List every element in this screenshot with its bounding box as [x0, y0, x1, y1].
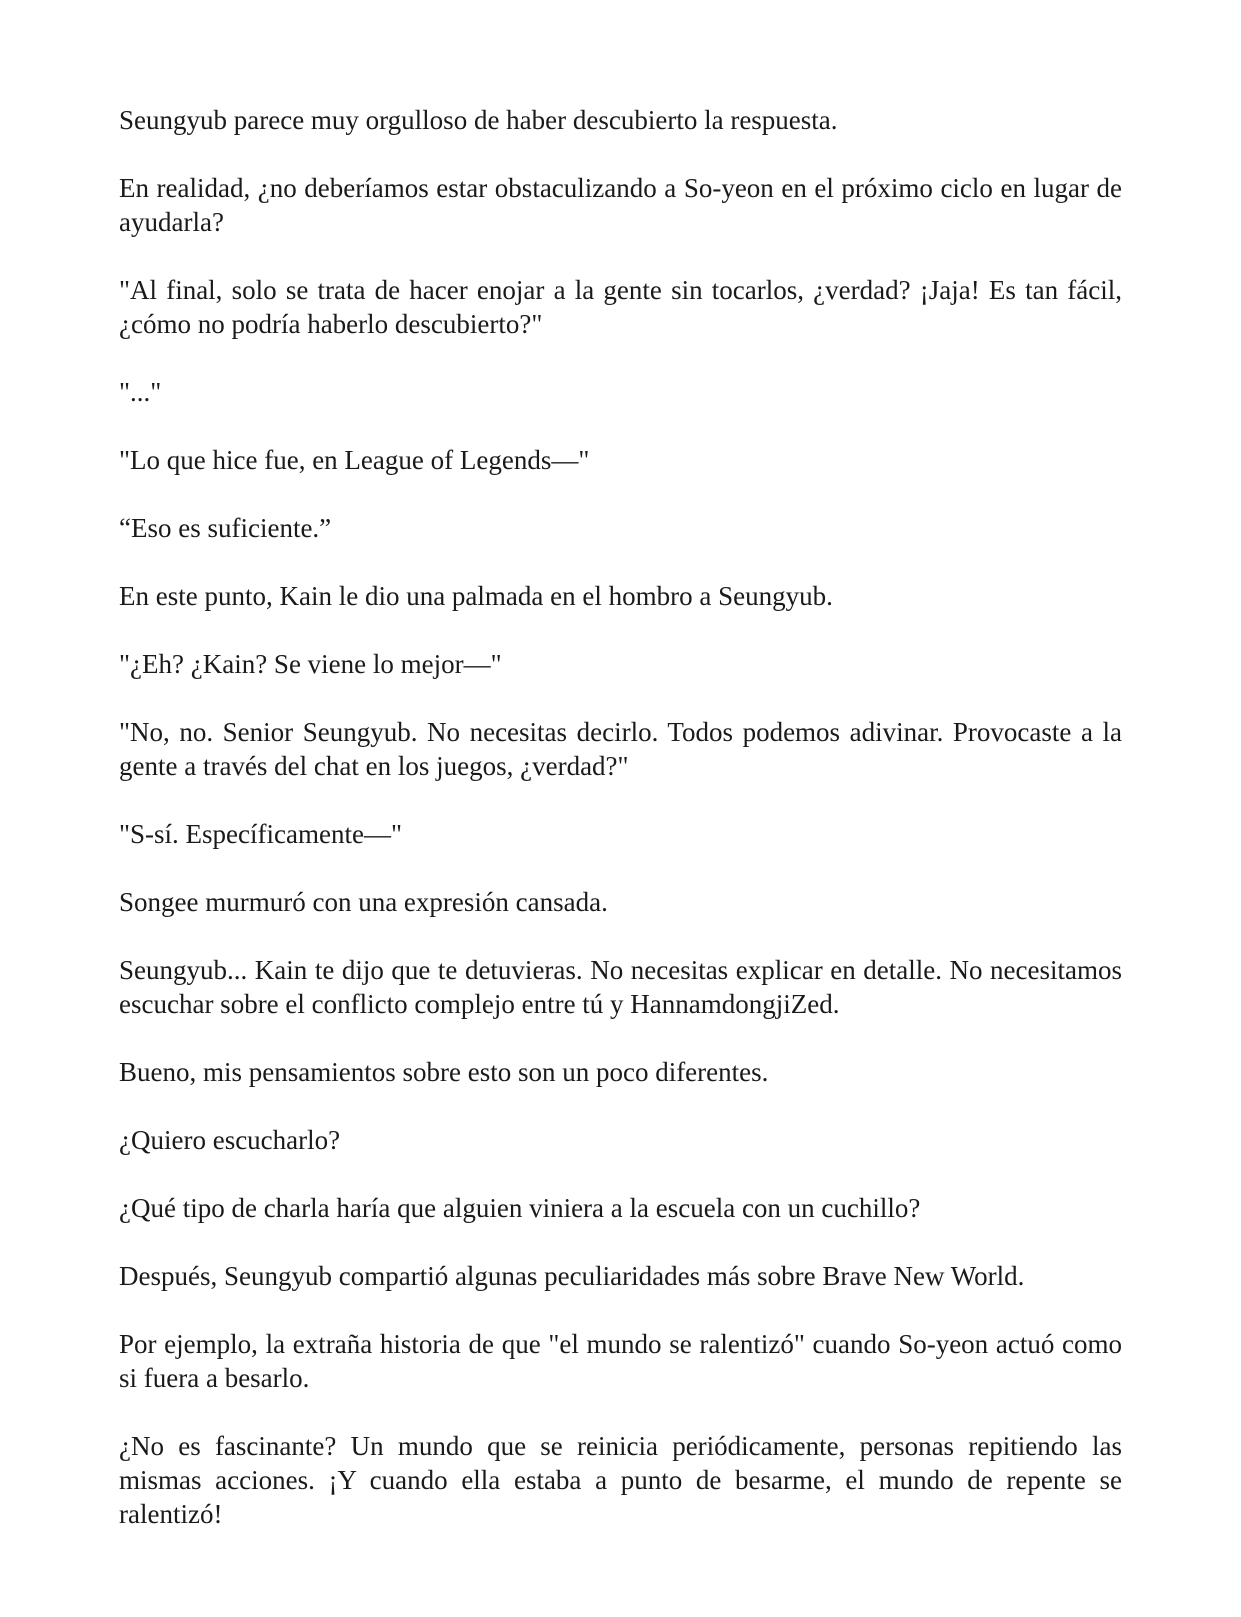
- paragraph: Bueno, mis pensamientos sobre esto son un poco diferentes.: [119, 1057, 769, 1087]
- paragraph: Seungyub parece muy orgulloso de haber descubierto la respuesta.: [119, 105, 838, 135]
- paragraph: ¿Qué tipo de charla haría que alguien viniera a la escuela con un cuchillo?: [119, 1193, 921, 1223]
- paragraph: ¿No es fascinante? Un mundo que se reinicia periódicamente, personas repitiendo las mismas acciones. ¡Y cuando ella estaba a punto de besarme, el mundo de repente se ralentizó!: [119, 1431, 1122, 1529]
- paragraph: Songee murmuró con una expresión cansada.: [119, 887, 608, 917]
- paragraph: "Al final, solo se trata de hacer enojar a la gente sin tocarlos, ¿verdad? ¡Jaja! Es tan fácil, ¿cómo no podría haberlo descubierto?": [119, 275, 1122, 339]
- paragraph: “Eso es suficiente.”: [119, 513, 332, 543]
- paragraph: "Lo que hice fue, en League of Legends—": [119, 445, 590, 475]
- paragraph: En realidad, ¿no deberíamos estar obstaculizando a So-yeon en el próximo ciclo en lugar de ayudarla?: [119, 173, 1122, 237]
- paragraph: Seungyub... Kain te dijo que te detuvieras. No necesitas explicar en detalle. No necesitamos escuchar sobre el conflicto complejo entre tú y HannamdongjiZed.: [119, 955, 1122, 1019]
- document-page: [119, 103, 1122, 1565]
- paragraph: Después, Seungyub compartió algunas peculiaridades más sobre Brave New World.: [119, 1261, 1025, 1291]
- paragraph: "S-sí. Específicamente—": [119, 819, 402, 849]
- paragraph: "¿Eh? ¿Kain? Se viene lo mejor—": [119, 649, 502, 679]
- paragraph: "...": [119, 377, 162, 407]
- paragraph: ¿Quiero escucharlo?: [119, 1125, 341, 1155]
- paragraph: Por ejemplo, la extraña historia de que "el mundo se ralentizó" cuando So-yeon actuó como si fuera a besarlo.: [119, 1329, 1122, 1393]
- paragraph: "No, no. Senior Seungyub. No necesitas decirlo. Todos podemos adivinar. Provocaste a la gente a través del chat en los juegos, ¿verdad?": [119, 717, 1122, 781]
- paragraph: En este punto, Kain le dio una palmada en el hombro a Seungyub.: [119, 581, 833, 611]
